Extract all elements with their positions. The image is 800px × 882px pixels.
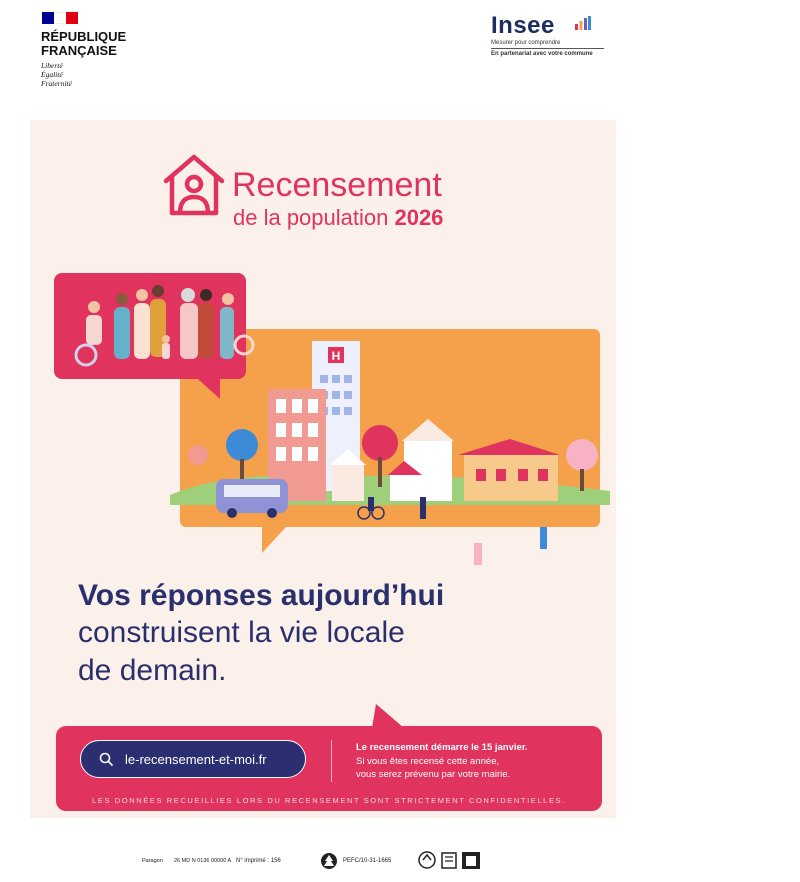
insee-tagline: Mesurer pour comprendre — [491, 40, 561, 46]
republique-flag-logo — [42, 12, 78, 24]
house-person-icon — [160, 151, 228, 221]
print-code: 26 MD N 0136 00000 A — [174, 858, 232, 864]
notice-line3: vous serez prévenu par votre mairie. — [356, 769, 511, 780]
motto-egalite: Égalité — [41, 70, 63, 79]
headline-line1: Vos réponses aujourd’hui — [78, 579, 445, 612]
insee-partnership: En partenariat avec votre commune — [491, 51, 593, 57]
republique-line1: RÉPUBLIQUE — [41, 29, 127, 44]
website-url[interactable]: le-recensement-et-moi.fr — [125, 751, 267, 767]
insee-logo: Insee — [491, 12, 555, 39]
notice-line2: Si vous êtes recensé cette année, — [356, 756, 500, 767]
republique-francaise-logo — [41, 30, 126, 58]
search-icon — [99, 752, 113, 766]
poster-year: 2026 — [394, 205, 444, 230]
recycling-icons — [418, 850, 482, 870]
poster-subtitle — [233, 206, 443, 230]
svg-text:H: H — [331, 349, 341, 363]
pefc-code: PEFC/10-31-1665 — [343, 858, 392, 864]
print-number: N° imprimé : 156 — [236, 858, 281, 864]
printer-name: Paragon — [142, 858, 163, 864]
poster-subtitle-text: de la population — [233, 205, 395, 230]
pefc-tree-icon — [320, 852, 342, 870]
republique-line2: FRANÇAISE — [41, 43, 117, 58]
band-divider — [331, 740, 332, 782]
motto-fraternite: Fraternité — [41, 79, 72, 88]
insee-bars-icon — [575, 16, 591, 30]
motto-liberte: Liberté — [41, 61, 63, 70]
website-search-pill[interactable] — [80, 740, 306, 778]
bubble-tail — [368, 704, 408, 728]
insee-divider — [491, 48, 604, 49]
republique-motto — [41, 61, 72, 88]
headline-line3: de demain. — [78, 654, 227, 687]
town-illustration — [30, 265, 616, 575]
confidentiality-notice: LES DONNÉES RECUEILLIES LORS DU RECENSEMENT SONT STRICTEMENT CONFIDENTIELLES. — [92, 796, 566, 805]
poster-title: Recensement — [232, 166, 442, 204]
notice-line1: Le recensement démarre le 15 janvier. — [356, 742, 528, 753]
headline-line2: construisent la vie locale — [78, 616, 405, 649]
